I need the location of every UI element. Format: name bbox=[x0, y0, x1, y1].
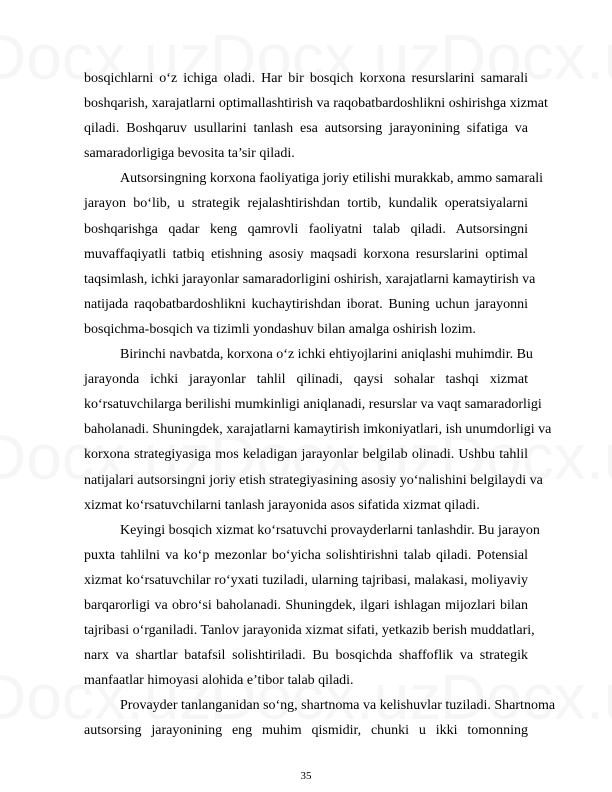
page-number: 35 bbox=[300, 770, 312, 782]
text-line: qiladi. Boshqaruv usullarini tanlash esa autsorsing jarayonining sifatiga va bbox=[84, 121, 528, 137]
text-line: natijalari autsorsingni joriy etish strategiyasining asosiy yo‘nalishini belgilaydi va bbox=[84, 472, 543, 488]
text-line: jarayonda ichki jarayonlar tahlil qilinadi, qaysi sohalar tashqi xizmat bbox=[84, 372, 528, 388]
text-line: natijada raqobatbardoshlikni kuchaytirishdan iborat. Buning uchun jarayonni bbox=[84, 296, 528, 312]
text-line: puxta tahlilni va ko‘p mezonlar bo‘yicha solishtirishni talab qiladi. Potensial bbox=[84, 547, 528, 563]
text-line: bosqichma-bosqich va tizimli yondashuv bilan amalga oshirish lozim. bbox=[84, 321, 476, 337]
paragraph bbox=[84, 66, 548, 166]
paragraph bbox=[84, 518, 540, 694]
text-line: tajribasi o‘rganiladi. Tanlov jarayonida xizmat sifati, yetkazib berish muddatlari, bbox=[84, 623, 535, 639]
text-line: jarayon bo‘lib, u strategik rejalashtirishdan tortib, kundalik operatsiyalarni bbox=[84, 196, 528, 212]
text-line: xizmat ko‘rsatuvchilar ro‘yxati tuziladi, ularning tajribasi, malakasi, moliyaviy bbox=[84, 572, 528, 588]
text-line: korxona strategiyasiga mos keladigan jarayonlar belgilab olinadi. Ushbu tahlil bbox=[84, 447, 528, 463]
body-text bbox=[84, 66, 556, 744]
text-line: xizmat ko‘rsatuvchilarni tanlash jarayonida asos sifatida xizmat qiladi. bbox=[84, 497, 480, 513]
text-line: Birinchi navbatda, korxona o‘z ichki ehtiyojlarini aniqlashi muhimdir. Bu bbox=[120, 347, 533, 363]
text-line: Keyingi bosqich xizmat ko‘rsatuvchi provayderlarni tanlashdir. Bu jarayon bbox=[120, 522, 540, 538]
text-line: manfaatlar himoyasi alohida e’tibor talab qiladi. bbox=[84, 673, 354, 689]
text-line: ko‘rsatuvchilarga berilishi mumkinligi aniqlanadi, resurslar va vaqt samaradorligi bbox=[84, 397, 542, 413]
paragraph bbox=[84, 693, 556, 743]
text-line: Autsorsingning korxona faoliyatiga joriy etilishi murakkab, ammo samarali bbox=[120, 171, 544, 187]
text-line: boshqarish, xarajatlarni optimallashtirish va raqobatbardoshlikni oshirishga xizmat bbox=[84, 96, 548, 112]
paragraph bbox=[84, 166, 544, 342]
text-line: samaradorligiga bevosita ta’sir qiladi. bbox=[84, 146, 295, 162]
text-line: baholanadi. Shuningdek, xarajatlarni kamaytirish imkoniyatlari, ish unumdorligi va bbox=[84, 422, 552, 438]
text-line: Provayder tanlanganidan so‘ng, shartnoma va kelishuvlar tuziladi. Shartnoma bbox=[120, 698, 556, 714]
text-line: barqarorligi va obro‘si baholanadi. Shuningdek, ilgari ishlagan mijozlari bilan bbox=[84, 597, 528, 613]
text-line: taqsimlash, ichki jarayonlar samaradorligini oshirish, xarajatlarni kamaytirish va bbox=[84, 271, 536, 287]
text-line: muvaffaqiyatli tatbiq etishning asosiy maqsadi korxona resurslarini optimal bbox=[84, 246, 528, 262]
paragraph bbox=[84, 342, 552, 518]
text-line: narx va shartlar batafsil solishtiriladi. Bu bosqichda shaffoflik va strategik bbox=[84, 648, 528, 664]
text-line: boshqarishga qadar keng qamrovli faoliyatni talab qiladi. Autsorsingni bbox=[84, 221, 528, 237]
text-line: autsorsing jarayonining eng muhim qismidir, chunki u ikki tomonning bbox=[84, 723, 528, 739]
text-line: bosqichlarni o‘z ichiga oladi. Har bir bosqich korxona resurslarini samarali bbox=[84, 71, 528, 86]
